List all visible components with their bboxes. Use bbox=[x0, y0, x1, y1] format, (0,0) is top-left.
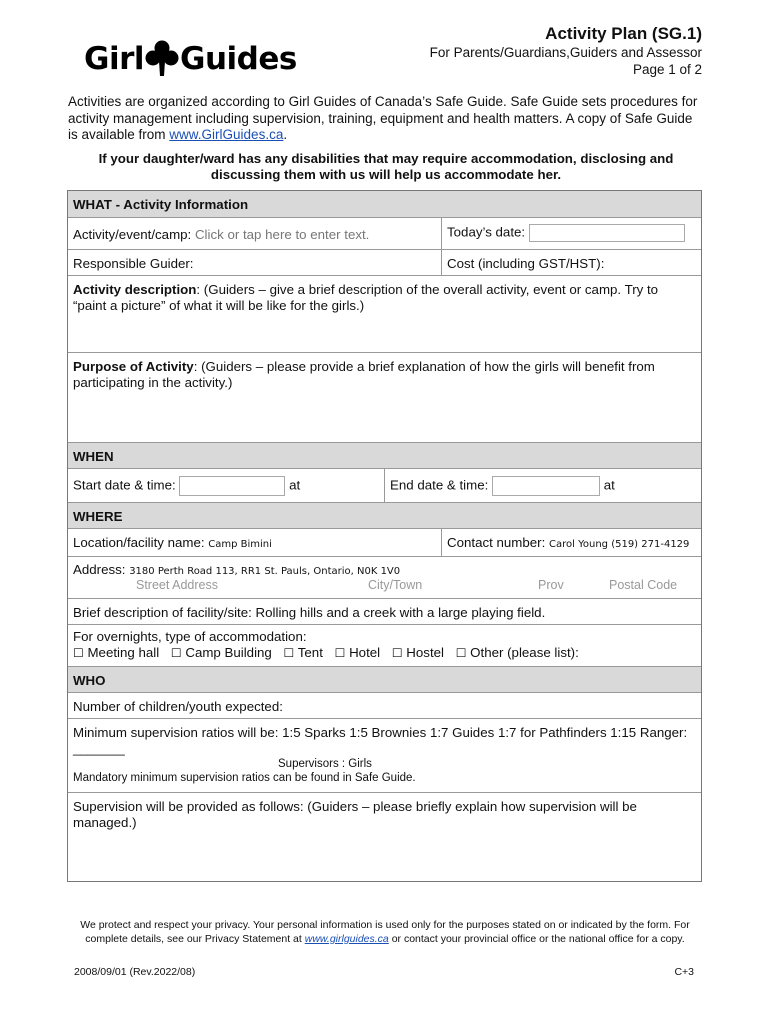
supervision-text: Supervision will be provided as follows: (Guiders – please briefly explain how supervision will be managed.) bbox=[73, 799, 637, 830]
section-what-header bbox=[68, 191, 701, 218]
ratio-text: Minimum supervision ratios will be: 1:5 Sparks 1:5 Brownies 1:7 Guides 1:7 for Pathfinders 1:15 Ranger: _______ bbox=[73, 725, 688, 756]
dates-row bbox=[68, 469, 701, 503]
end-at-label: at bbox=[603, 477, 615, 493]
disability-note: If your daughter/ward has any disabilities that may require accommodation, disclosing and discussing them with us will help us accommodate her. bbox=[98, 151, 674, 182]
activity-description-label: Activity description bbox=[73, 282, 197, 297]
girlguides-link[interactable]: www.GirlGuides.ca bbox=[169, 127, 284, 142]
logo-text-right: Guides bbox=[180, 40, 297, 77]
section-who-header bbox=[68, 667, 701, 693]
logo-text-left: Girl bbox=[84, 40, 144, 77]
address-value[interactable]: 3180 Perth Road 113, RR1 St. Pauls, Ontario, N0K 1V0 bbox=[129, 566, 401, 577]
option-tent[interactable]: ☐ Tent bbox=[283, 645, 323, 660]
contact-cell bbox=[441, 529, 701, 556]
start-date-input[interactable] bbox=[179, 476, 285, 496]
purpose-label: Purpose of Activity bbox=[73, 359, 194, 374]
checkbox-icon: ☐ bbox=[455, 646, 467, 660]
end-date-input[interactable] bbox=[492, 476, 600, 496]
checkbox-icon: ☐ bbox=[334, 646, 346, 660]
activity-row bbox=[68, 218, 701, 250]
children-count-label[interactable]: Number of children/youth expected: bbox=[73, 699, 283, 714]
start-date-cell bbox=[68, 469, 384, 502]
accommodation-label: For overnights, type of accommodation: bbox=[73, 629, 307, 644]
revision-date: 2008/09/01 (Rev.2022/08) bbox=[74, 966, 196, 978]
contact-label: Contact number: bbox=[447, 535, 546, 550]
girl-guides-logo bbox=[84, 38, 297, 80]
privacy-notice: We protect and respect your privacy. Your personal information is used only for the purposes stated on or indicated by the form. For complete details, see our Privacy Statement at www.girlguides.ca or contact your provincial office or the national office for a copy. bbox=[80, 919, 690, 945]
purpose-row[interactable] bbox=[68, 353, 701, 443]
location-cell bbox=[68, 529, 441, 556]
option-meeting-hall[interactable]: ☐ Meeting hall bbox=[73, 645, 160, 660]
ratio-caption: Supervisors : Girls bbox=[278, 758, 372, 770]
option-camp-building[interactable]: ☐ Camp Building bbox=[170, 645, 272, 660]
street-address-caption: Street Address bbox=[136, 578, 218, 592]
section-when-header bbox=[68, 443, 701, 469]
location-row bbox=[68, 529, 701, 557]
guider-row bbox=[68, 250, 701, 276]
todays-date-label: Today’s date: bbox=[447, 224, 526, 240]
location-value[interactable]: Camp Bimini bbox=[208, 539, 272, 550]
contact-value[interactable]: Carol Young (519) 271-4129 bbox=[549, 539, 690, 550]
city-caption: City/Town bbox=[368, 578, 423, 592]
facility-description[interactable]: Brief description of facility/site: Rolling hills and a creek with a large playing field. bbox=[73, 605, 546, 620]
location-label: Location/facility name: bbox=[73, 535, 205, 550]
purpose-text: : (Guiders – please provide a brief explanation of how the girls will benefit from participating in the activity.) bbox=[73, 359, 655, 390]
checkbox-icon: ☐ bbox=[391, 646, 403, 660]
todays-date-input[interactable] bbox=[529, 224, 685, 242]
option-other[interactable]: ☐ Other (please list): bbox=[455, 645, 579, 660]
option-hostel[interactable]: ☐ Hostel bbox=[391, 645, 444, 660]
page-title: Activity Plan (SG.1) bbox=[545, 24, 702, 43]
page-subtitle: For Parents/Guardians,Guiders and Assessor bbox=[429, 45, 702, 60]
privacy-link[interactable]: www.girlguides.ca bbox=[304, 933, 389, 945]
activity-description-text: : (Guiders – give a brief description of the overall activity, event or camp. Try to “paint a picture” of what it will be like for the girls.) bbox=[73, 282, 659, 313]
checkbox-icon: ☐ bbox=[283, 646, 295, 660]
checkbox-icon: ☐ bbox=[170, 646, 182, 660]
activity-cell bbox=[68, 218, 441, 249]
section-who-title: WHO bbox=[73, 673, 106, 688]
checkbox-icon: ☐ bbox=[73, 646, 84, 660]
page-number: Page 1 of 2 bbox=[632, 62, 702, 77]
activity-form bbox=[67, 190, 702, 882]
option-hotel[interactable]: ☐ Hotel bbox=[334, 645, 381, 660]
start-at-label: at bbox=[289, 477, 301, 493]
end-date-cell bbox=[384, 469, 701, 502]
section-what-title: WHAT - Activity Information bbox=[73, 197, 249, 212]
children-row bbox=[68, 693, 701, 719]
activity-description-row[interactable] bbox=[68, 276, 701, 353]
supervision-row[interactable] bbox=[68, 793, 701, 881]
intro-paragraph: Activities are organized according to Girl Guides of Canada’s Safe Guide. Safe Guide sets procedures for activity management including supervision, training, equipment and health matters. A copy of Safe Guide is available from www.GirlGuides.ca. bbox=[68, 94, 698, 142]
prov-caption: Prov bbox=[538, 578, 564, 592]
todays-date-cell bbox=[441, 218, 701, 249]
accommodation-row bbox=[68, 625, 701, 667]
section-where-header bbox=[68, 503, 701, 529]
address-label: Address: bbox=[73, 562, 126, 577]
mandatory-ratio-note: Mandatory minimum supervision ratios can be found in Safe Guide. bbox=[73, 772, 416, 784]
ratios-row bbox=[68, 719, 701, 793]
facility-row bbox=[68, 599, 701, 625]
cost-cell bbox=[441, 250, 701, 275]
accommodation-options bbox=[73, 645, 696, 661]
section-when-title: WHEN bbox=[73, 449, 114, 464]
trefoil-icon bbox=[145, 39, 179, 79]
section-where-title: WHERE bbox=[73, 509, 123, 524]
responsible-guider-cell bbox=[68, 250, 441, 275]
address-row bbox=[68, 557, 701, 599]
activity-label: Activity/event/camp: bbox=[73, 227, 192, 242]
responsible-guider-label: Responsible Guider: bbox=[73, 256, 194, 271]
end-date-label: End date & time: bbox=[390, 477, 489, 493]
form-code: C+3 bbox=[674, 966, 694, 978]
start-date-label: Start date & time: bbox=[73, 477, 176, 493]
postal-code-caption: Postal Code bbox=[609, 578, 678, 592]
activity-input[interactable]: Click or tap here to enter text. bbox=[194, 227, 370, 242]
cost-label: Cost (including GST/HST): bbox=[447, 256, 605, 271]
